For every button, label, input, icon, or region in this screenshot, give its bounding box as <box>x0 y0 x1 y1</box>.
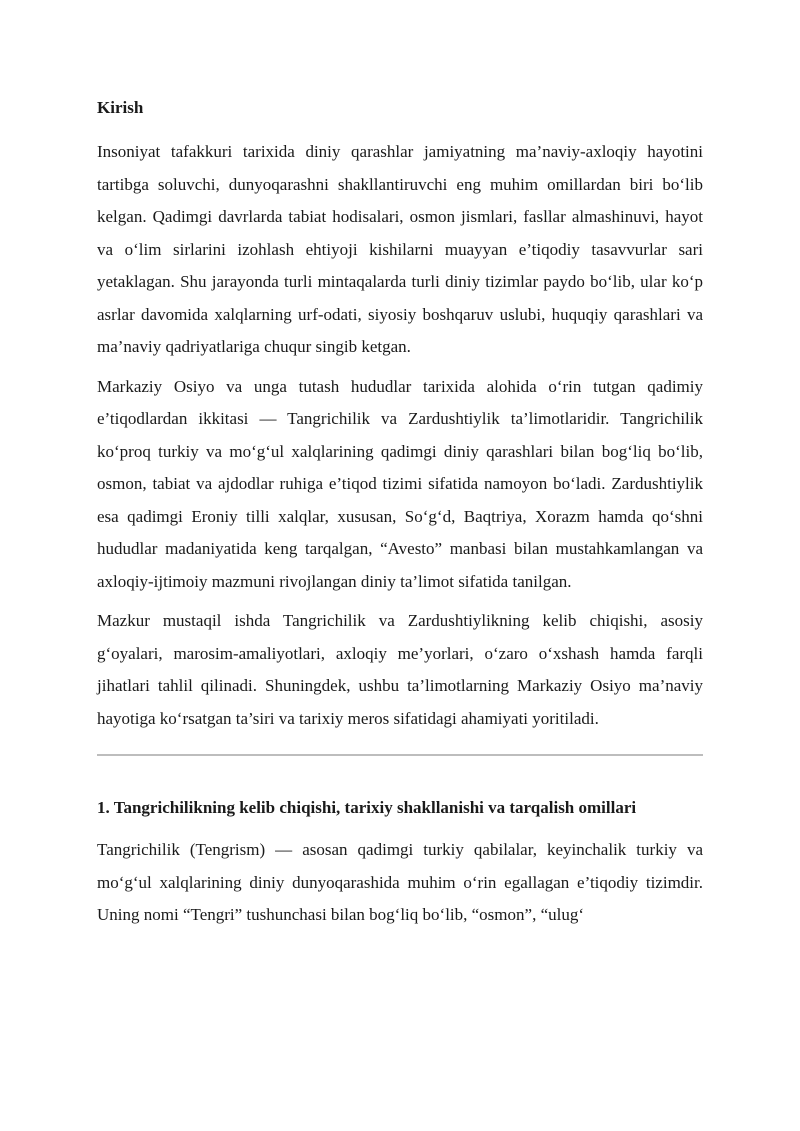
intro-paragraph-2: Markaziy Osiyo va unga tutash hududlar tarixida alohida o‘rin tutgan qadimiy e’tiqodlardan ikkitasi — Tangrichilik va Zardushtiylik ta’limotlaridir. Tangrichilik ko‘proq turkiy va mo‘g‘ul xalqlarining qadimgi diniy qarashlari bilan bog‘liq bo‘lib, osmon, tabiat va ajdodlar ruhiga e’tiqod tizimi sifatida namoyon bo‘ladi. Zardushtiylik esa qadimgi Eroniy tilli xalqlar, xususan, So‘g‘d, Baqtriya, Xorazm hamda qo‘shni hududlar madaniyatida keng tarqalgan, “Avesto” manbasi bilan mustahkamlangan va axloqiy-ijtimoiy mazmuni rivojlangan diniy ta’limot sifatida tanilgan. <box>97 376 703 591</box>
section-heading: 1. Tangrichilikning kelib chiqishi, tarixiy shakllanishi va tarqalish omillari <box>97 798 637 817</box>
section-paragraph: Tangrichilik (Tengrism) — asosan qadimgi turkiy qabilalar, keyinchalik turkiy va mo‘g‘ul xalqlarining diniy dunyoqarashida muhim o‘rin egallagan e’tiqodiy tizimdir. Uning nomi “Tengri” tushunchasi bilan bog‘liq bo‘lib, “osmon”, “ulug‘ <box>97 840 703 924</box>
intro-paragraph-3: Mazkur mustaqil ishda Tangrichilik va Zardushtiylikning kelib chiqishi, asosiy g‘oyalari, marosim-amaliyotlari, axloqiy me’yorlari, o‘zaro o‘xshash hamda farqli jihatlari tahlil qilinadi. Shuningdek, ushbu ta’limotlarning Markaziy Osiyo ma’naviy hayotiga ko‘rsatgan ta’siri va tarixiy meros sifatidagi ahamiyati yoritiladi. <box>97 611 703 728</box>
document-page <box>97 94 703 939</box>
intro-heading: Kirish <box>97 98 144 117</box>
section-divider <box>97 754 703 756</box>
intro-paragraph-1: Insoniyat tafakkuri tarixida diniy qarashlar jamiyatning ma’naviy-axloqiy hayotini tartibga soluvchi, dunyoqarashni shakllantiruvchi eng muhim omillardan biri bo‘lib kelgan. Qadimgi davrlarda tabiat hodisalari, osmon jismlari, fasllar almashinuvi, hayot va o‘lim sirlarini izohlash ehtiyoji kishilarni muayyan e’tiqodiy tasavvurlar sari yetaklagan. Shu jarayonda turli mintaqalarda turli diniy tizimlar paydo bo‘lib, ular ko‘p asrlar davomida xalqlarning urf-odati, siyosiy boshqaruv uslubi, huquqiy qarashlari va ma’naviy qadriyatlariga chuqur singib ketgan. <box>97 142 703 356</box>
